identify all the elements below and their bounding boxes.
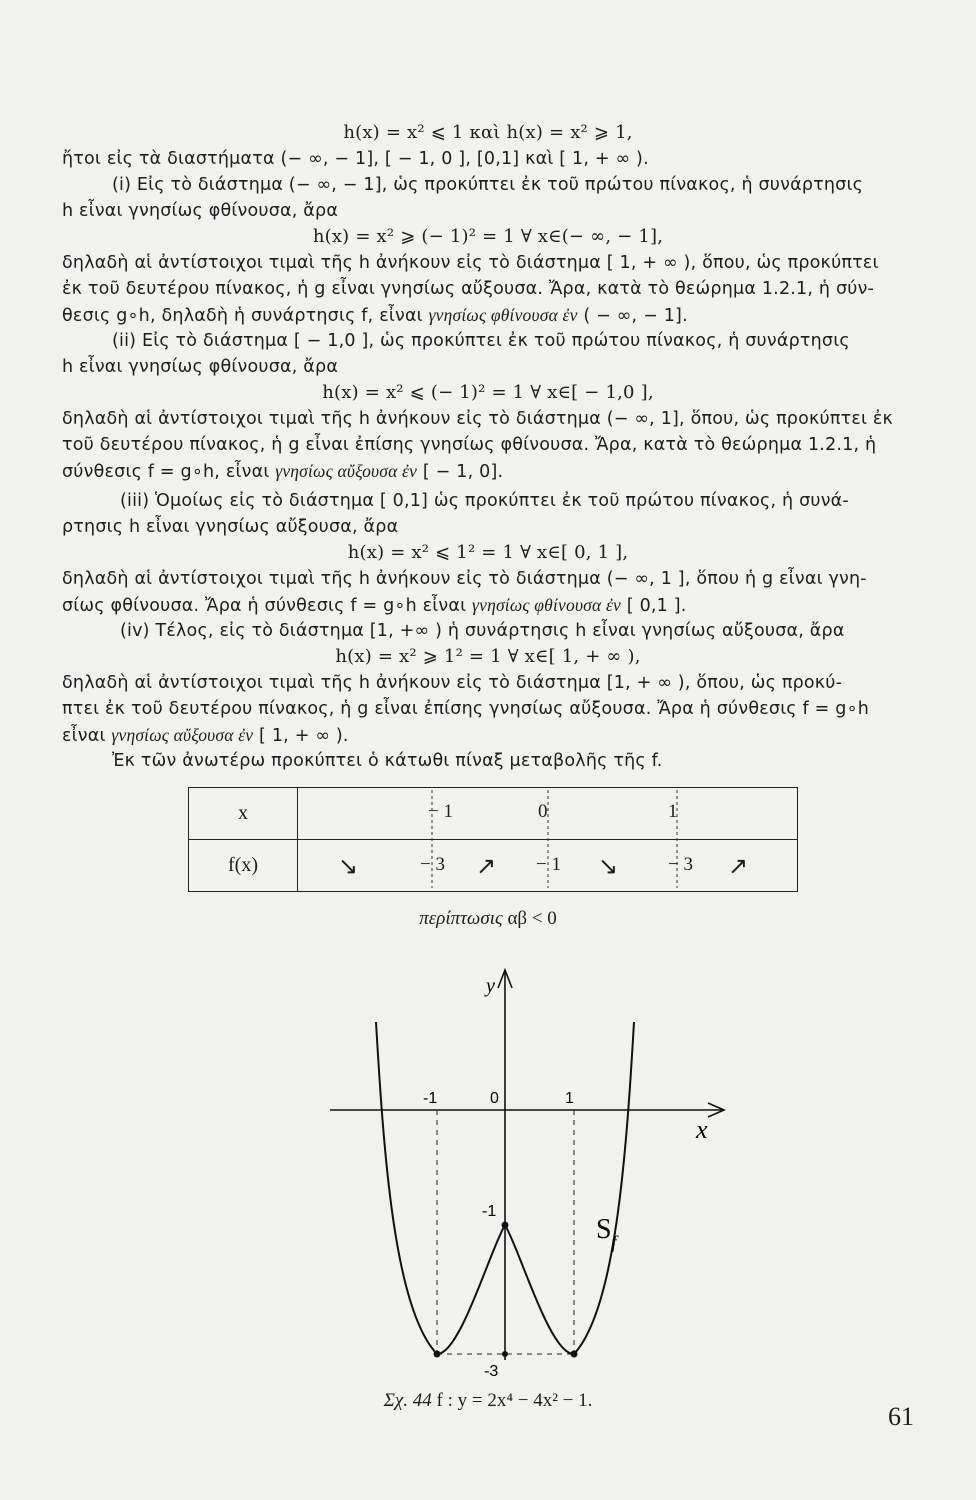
text-span: [ 0,1 ]. [621, 596, 687, 616]
case-caption-condition: αβ < 0 [502, 908, 557, 929]
text-line: πτει ἐκ τοῦ δευτέρου πίνακος, ἡ g εἶναι ἐπίσης γνησίως αὔξουσα. Ἄρα ἡ σύνθεσις f = g∘h [62, 699, 870, 719]
tick-label-y-neg3: -3 [484, 1363, 499, 1380]
italic-span: γνησίως αὔξουσα ἐν [275, 461, 418, 481]
equation-line: h(x) = x² ⩽ 1² = 1 ∀ x∈[ 0, 1 ], [347, 542, 629, 563]
text-line: τοῦ δευτέρου πίνακος, ἡ g εἶναι ἐπίσης γνησίως φθίνουσα. Ἄρα, κατὰ τὸ θεώρημα 1.2.1, ἡ [62, 435, 877, 455]
max-point [502, 1222, 509, 1229]
figure-caption [0, 1390, 976, 1412]
text-span: εἶναι [62, 726, 112, 746]
tick-label-0: 0 [490, 1090, 499, 1107]
text-span: σύνθεσις f = g∘h, εἶναι [62, 462, 276, 482]
text-line: h εἶναι γνησίως φθίνουσα, ἄρα [62, 357, 339, 377]
x-axis-label: x [696, 1115, 708, 1144]
text-line: δηλαδὴ αἱ ἀντίστοιχοι τιμαὶ τῆς h ἀνήκουν εἰς τὸ διάστημα [1, + ∞ ), ὅπου, ὡς προκύ- [62, 673, 843, 693]
min-point-right [571, 1351, 578, 1358]
figure-formula: f : y = 2x⁴ − 4x² − 1. [431, 1390, 593, 1411]
case-caption-italic: περίπτωσις [419, 908, 503, 929]
equation-line: h(x) = x² ⩾ 1² = 1 ∀ x∈[ 1, + ∞ ), [335, 646, 641, 667]
arrow-down-icon: ↘ [598, 854, 619, 880]
table-cell: − 1 [428, 801, 453, 822]
italic-span: γνησίως φθίνουσα ἐν [428, 305, 578, 325]
text-line: (ii) Εἰς τὸ διάστημα [ − 1,0 ], ὡς προκύπτει ἐκ τοῦ πρώτου πίνακος, ἡ συνάρτησις [112, 331, 850, 351]
tick-label-1: 1 [565, 1090, 574, 1107]
text-line: ἤτοι εἰς τὰ διαστήματα (− ∞, − 1], [ − 1, 0 ], [0,1] καὶ [ 1, + ∞ ). [62, 149, 649, 169]
text-line: δηλαδὴ αἱ ἀντίστοιχοι τιμαὶ τῆς h ἀνήκουν εἰς τὸ διάστημα [ 1, + ∞ ), ὅπου, ὡς προκύπτει [62, 253, 879, 273]
tick-label-y-neg1: -1 [482, 1203, 497, 1220]
function-graph [0, 960, 976, 1380]
table-cell: 0 [538, 801, 548, 822]
y-axis-label: y [486, 975, 495, 997]
y-neg3-point [502, 1351, 508, 1357]
text-line: Ἐκ τῶν ἀνωτέρω προκύπτει ὁ κάτωθι πίναξ μεταβολῆς τῆς f. [112, 751, 663, 771]
table-cell: − 1 [536, 854, 561, 875]
min-point-left [434, 1351, 441, 1358]
page-number: 61 [888, 1402, 914, 1431]
arrow-down-icon: ↘ [338, 854, 359, 880]
text-line: (iii) Ὁμοίως εἰς τὸ διάστημα [ 0,1] ὡς προκύπτει ἐκ τοῦ πρώτου πίνακος, ἡ συνά- [120, 491, 849, 511]
text-span: σίως φθίνουσα. Ἄρα ἡ σύνθεσις f = g∘h εἶναι [62, 596, 473, 616]
text-line: δηλαδὴ αἱ ἀντίστοιχοι τιμαὶ τῆς h ἀνήκουν εἰς τὸ διάστημα (− ∞, 1 ], ὅπου ἡ g εἶναι γνη- [62, 569, 867, 589]
text-line: (i) Εἰς τὸ διάστημα (− ∞, − 1], ὡς προκύπτει ἐκ τοῦ πρώτου πίνακος, ἡ συνάρτησις [112, 175, 864, 195]
table-header-x: x [189, 788, 298, 840]
curve-label-sub: f [611, 1232, 617, 1252]
arrow-up-icon: ↗ [728, 854, 749, 880]
table-cell: 1 [668, 801, 678, 822]
equation-line: h(x) = x² ⩽ (− 1)² = 1 ∀ x∈[ − 1,0 ], [322, 382, 654, 403]
text-span: [ 1, + ∞ ). [253, 726, 349, 746]
equation-line: h(x) = x² ⩾ (− 1)² = 1 ∀ x∈(− ∞, − 1], [312, 226, 664, 247]
table-cell: − 3 [420, 854, 445, 875]
italic-span: γνησίως αὔξουσα ἐν [111, 725, 254, 745]
equation-line: h(x) = x² ⩽ 1 καὶ h(x) = x² ⩾ 1, [343, 122, 633, 143]
text-line: δηλαδὴ αἱ ἀντίστοιχοι τιμαὶ τῆς h ἀνήκουν εἰς τὸ διάστημα (− ∞, 1], ὅπου, ὡς προκύπτει ἐκ [62, 409, 894, 429]
text-span: ( − ∞, − 1]. [577, 306, 688, 326]
tick-label-neg1: -1 [423, 1090, 438, 1107]
text-span: [ − 1, 0]. [417, 462, 504, 482]
arrow-up-icon: ↗ [476, 854, 497, 880]
curve-label-main: S [596, 1214, 612, 1245]
case-caption [0, 908, 976, 930]
text-line: ρτησις h εἶναι γνησίως αὔξουσα, ἄρα [62, 517, 399, 537]
figure-number: Σχ. 44 [383, 1390, 432, 1411]
table-header-f: f(x) [189, 840, 298, 892]
italic-span: γνησίως φθίνουσα ἐν [472, 595, 622, 615]
text-line: h εἶναι γνησίως φθίνουσα, ἄρα [62, 201, 339, 221]
table-cell: − 3 [668, 854, 693, 875]
text-line: (iv) Τέλος, εἰς τὸ διάστημα [1, +∞ ) ἡ συνάρτησις h εἶναι γνησίως αὔξουσα, ἄρα [120, 621, 845, 641]
text-span: θεσις g∘h, δηλαδὴ ἡ συνάρτησις f, εἶναι [62, 306, 429, 326]
text-line: ἐκ τοῦ δευτέρου πίνακος, ἡ g εἶναι γνησίως αὔξουσα. Ἄρα, κατὰ τὸ θεώρημα 1.2.1, ἡ σύν- [62, 279, 875, 299]
